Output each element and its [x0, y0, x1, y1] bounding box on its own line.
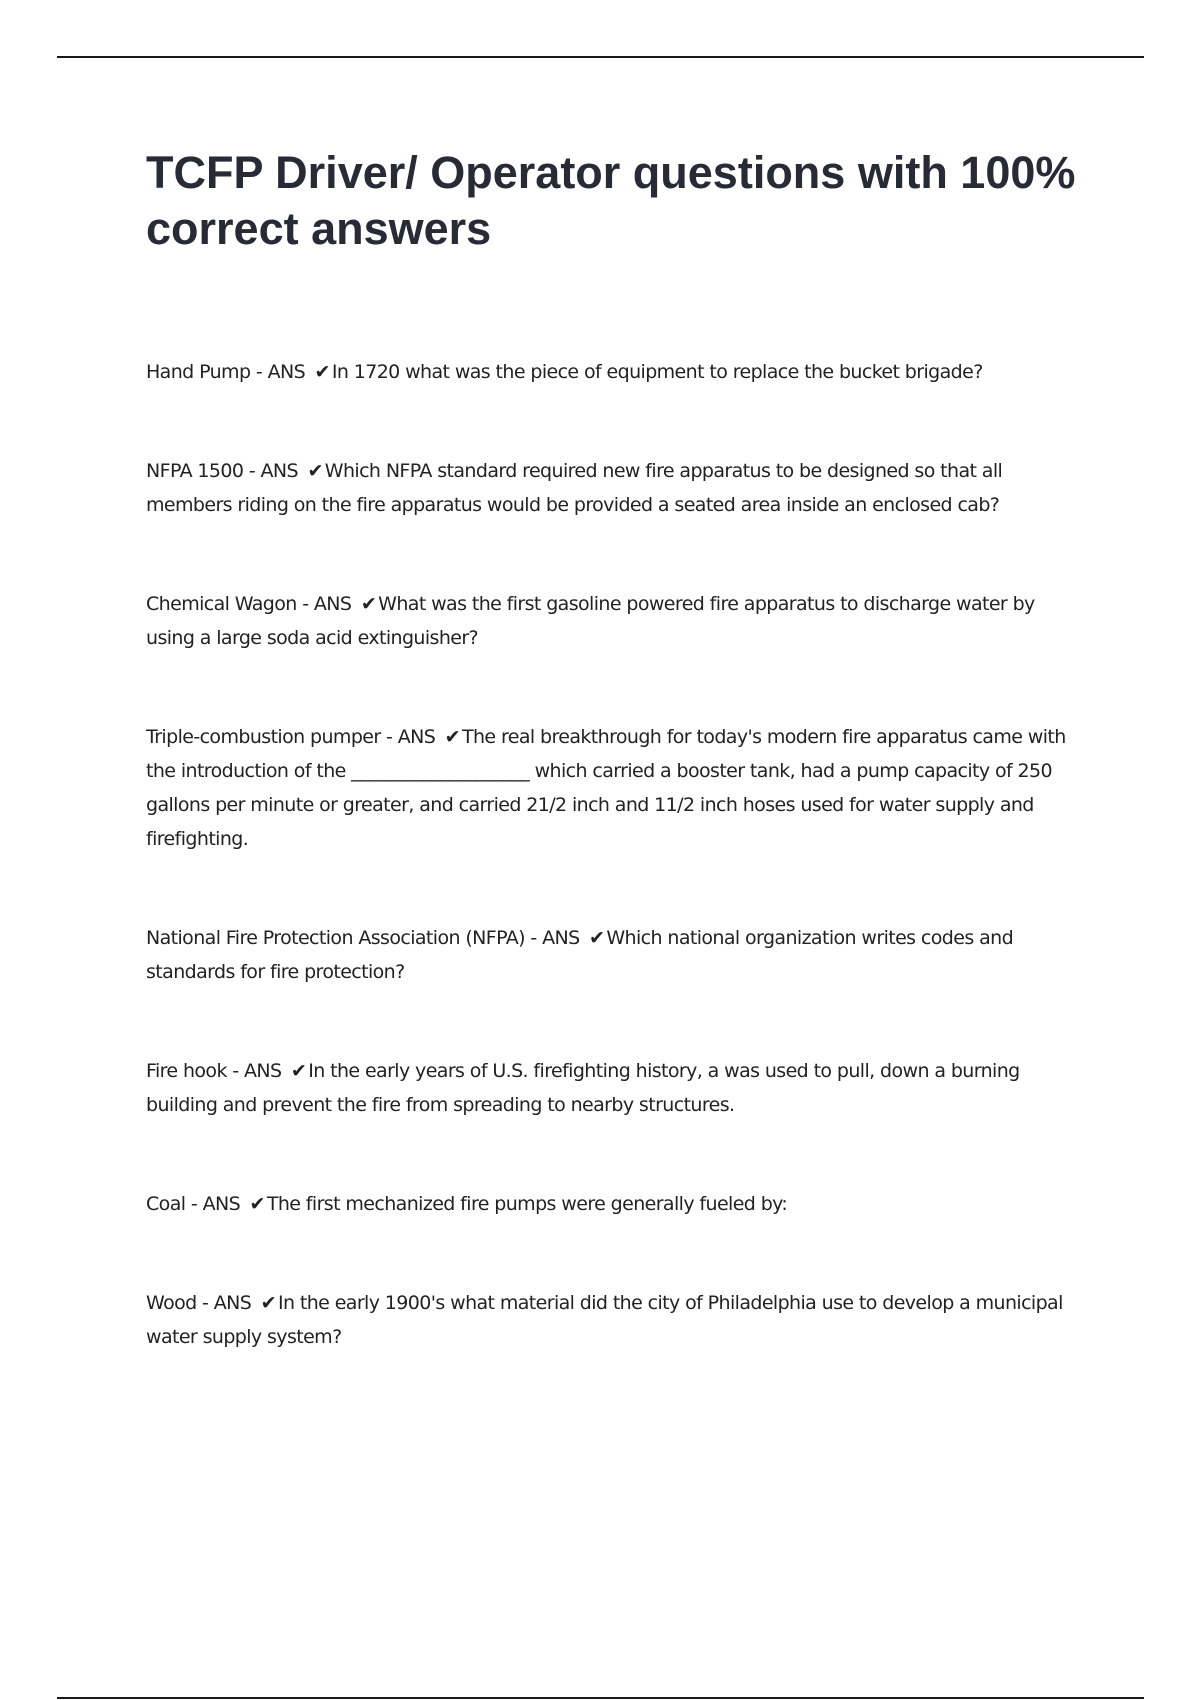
ans-label: - ANS [255, 361, 306, 383]
question-text: Which NFPA standard required new fire apparatus to be designed so that all members riding on the fire apparatus would be provided a seated area inside an enclosed cab? [146, 460, 1003, 516]
answer-text: Hand Pump [146, 361, 251, 383]
ans-label: - ANS [248, 460, 298, 482]
ans-label: - ANS [202, 1292, 252, 1314]
bottom-divider [57, 1697, 1144, 1699]
question-text: What was the first gasoline powered fire apparatus to discharge water by using a large soda acid extinguisher? [146, 593, 1035, 649]
qa-item [146, 1187, 1086, 1221]
checkmark-icon: ✔ [314, 361, 330, 383]
qa-item [146, 454, 1086, 522]
checkmark-icon: ✔ [307, 460, 323, 482]
checkmark-icon: ✔ [290, 1060, 307, 1082]
checkmark-icon: ✔ [360, 593, 377, 615]
answer-text: Triple-combustion pumper [146, 726, 381, 748]
checkmark-icon: ✔ [249, 1193, 265, 1215]
question-text: In the early years of U.S. firefighting history, a was used to pull, down a burning building and prevent the fire from spreading to nearby structures. [146, 1060, 1020, 1116]
question-text: Which national organization writes codes and standards for fire protection? [146, 927, 1014, 983]
answer-text: Coal [146, 1193, 186, 1215]
ans-label: - ANS [302, 593, 352, 615]
ans-label: - ANS [530, 927, 580, 949]
checkmark-icon: ✔ [260, 1292, 276, 1314]
checkmark-icon: ✔ [589, 927, 605, 949]
top-divider [57, 56, 1144, 58]
ans-label: - ANS [190, 1193, 241, 1215]
question-text: The real breakthrough for today's modern fire apparatus came with the introduction of the ____________________ which carried a booster tank, had a pump capacity of 250 gallons per minute or greater, and carried 21/2 inch and 11/2 inch hoses used for water supply and firefighting. [146, 726, 1066, 850]
answer-text: Fire hook [146, 1060, 227, 1082]
qa-item [146, 1286, 1086, 1354]
answer-text: NFPA 1500 [146, 460, 244, 482]
qa-item [146, 921, 1086, 989]
qa-item [146, 720, 1086, 856]
qa-item [146, 355, 1086, 389]
question-text: In 1720 what was the piece of equipment to replace the bucket brigade? [331, 361, 983, 383]
answer-text: Wood [146, 1292, 197, 1314]
ans-label: - ANS [386, 726, 436, 748]
answer-text: National Fire Protection Association (NFPA) [146, 927, 525, 949]
checkmark-icon: ✔ [444, 726, 460, 748]
ans-label: - ANS [232, 1060, 282, 1082]
qa-item [146, 587, 1086, 655]
question-text: In the early 1900's what material did the city of Philadelphia use to develop a municipal water supply system? [146, 1292, 1063, 1348]
answer-text: Chemical Wagon [146, 593, 297, 615]
document-title: TCFP Driver/ Operator questions with 100% correct answers [146, 147, 1076, 254]
qa-item [146, 1054, 1086, 1122]
qa-list [146, 355, 1086, 1354]
question-text: The first mechanized fire pumps were generally fueled by: [266, 1193, 788, 1215]
